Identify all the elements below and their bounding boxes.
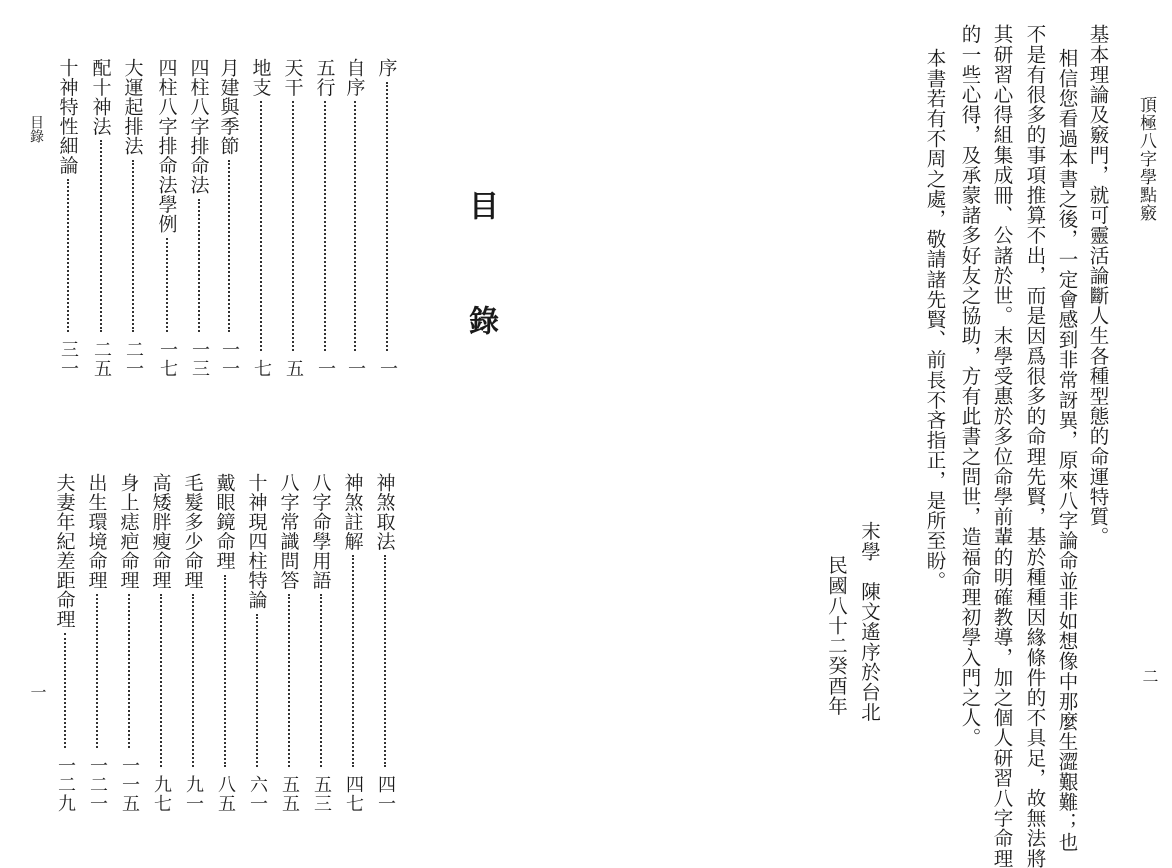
running-head: 頂極八字學點竅 (1136, 96, 1156, 222)
toc-entry[interactable] (186, 58, 212, 378)
preface-line-3: 不是有很多的事項推算不出，而是因爲很多的命理先賢，基於種種因緣條件的不具足，故無法將 (1023, 24, 1047, 868)
toc-entry-title: 四柱八字排命法學例 (155, 58, 178, 234)
toc-entry[interactable] (52, 473, 78, 813)
toc-entry[interactable] (308, 473, 334, 813)
dot-leader (386, 82, 388, 352)
toc-entry[interactable] (372, 473, 398, 813)
dot-leader (228, 160, 230, 333)
toc-entry-title: 神煞註解 (341, 473, 364, 551)
toc-entry-title: 配十神法 (89, 58, 112, 136)
toc-entry-title: 八字命學用語 (309, 473, 332, 590)
toc-entry-page: 二一 (123, 340, 144, 378)
toc-entry-page: 八五 (215, 775, 236, 813)
toc-entry-page: 一一 (219, 340, 240, 378)
toc-entry-title: 高矮胖瘦命理 (149, 473, 172, 590)
toc-entry-title: 天干 (281, 58, 304, 97)
dot-leader (160, 594, 162, 767)
toc-entry[interactable] (88, 58, 114, 378)
toc-entry-page: 五 (283, 359, 304, 378)
preface-line-1: 基本理論及竅門，就可靈活論斷人生各種型態的命運特質。 (1086, 24, 1110, 547)
toc-entry-page: 一三 (189, 340, 210, 378)
signature-author: 末學 陳文遙序於台北 (858, 521, 881, 722)
toc-entry[interactable] (212, 473, 238, 813)
toc-entry-page: 一 (377, 359, 398, 378)
preface-line-5: 的一些心得，及承蒙諸多好友之協助，方有此書之問世，造福命理初學入門之人。 (958, 24, 982, 748)
dot-leader (352, 555, 354, 767)
page-number-right: 二 (1140, 668, 1159, 684)
toc-entry[interactable] (154, 58, 180, 378)
toc-entry-page: 四七 (343, 775, 364, 813)
dot-leader (192, 594, 194, 767)
toc-entry-page: 五三 (311, 775, 332, 813)
dot-leader (166, 238, 168, 333)
dot-leader (354, 101, 356, 351)
toc-entry-page: 一 (315, 359, 336, 378)
toc-entry[interactable] (216, 58, 242, 378)
toc-entry-page: 九七 (151, 775, 172, 813)
toc-entry-title: 八字常識問答 (277, 473, 300, 590)
dot-leader (100, 140, 102, 332)
toc-entry[interactable] (276, 473, 302, 813)
toc-entry[interactable] (120, 58, 146, 378)
toc-heading-char-1: 目 (463, 190, 498, 220)
dot-leader (384, 555, 386, 767)
toc-entry[interactable] (374, 58, 400, 378)
toc-entry-title: 戴眼鏡命理 (213, 473, 236, 571)
toc-entry[interactable] (84, 473, 110, 813)
preface-line-2: 相信您看過本書之後，一定會感到非常訝異，原來八字論命並非如想像中那麼生澀艱難；也 (1055, 48, 1079, 852)
toc-entry-title: 四柱八字排命法 (187, 58, 210, 195)
toc-entry[interactable] (244, 473, 270, 813)
toc-entry-page: 一 (345, 359, 366, 378)
toc-entry[interactable] (116, 473, 142, 813)
dot-leader (198, 199, 200, 333)
toc-entry-page: 三一 (58, 340, 79, 378)
dot-leader (292, 101, 294, 351)
toc-entry-title: 夫妻年紀差距命理 (53, 473, 76, 629)
signature-date: 民國八十二癸酉年 (825, 555, 848, 716)
dot-leader (128, 594, 130, 748)
dot-leader (64, 633, 66, 748)
toc-entry-page: 一七 (157, 340, 178, 378)
toc-entry-page: 一二九 (55, 756, 76, 813)
toc-entry-title: 大運起排法 (121, 58, 144, 156)
toc-entry[interactable] (340, 473, 366, 813)
toc-entry-page: 七 (251, 359, 272, 378)
toc-entry-page: 九一 (183, 775, 204, 813)
toc-entry-title: 毛髮多少命理 (181, 473, 204, 590)
toc-entry-title: 身上痣疤命理 (117, 473, 140, 590)
toc-entry-title: 月建與季節 (217, 58, 240, 156)
toc-entry-title: 五行 (313, 58, 336, 97)
toc-entry-title: 十神現四柱特論 (245, 473, 268, 610)
toc-entry[interactable] (248, 58, 274, 378)
toc-entry-title: 地支 (249, 58, 272, 97)
toc-entry-title: 神煞取法 (373, 473, 396, 551)
toc-entry-page: 一一五 (119, 756, 140, 813)
toc-entry-page: 五五 (279, 775, 300, 813)
dot-leader (67, 179, 69, 332)
dot-leader (324, 101, 326, 351)
page-number-left: 一 (28, 684, 47, 700)
footer-label: 目錄 (28, 115, 44, 143)
dot-leader (256, 614, 258, 768)
toc-entry-page: 一二一 (87, 756, 108, 813)
toc-entry[interactable] (180, 473, 206, 813)
dot-leader (96, 594, 98, 748)
toc-entry[interactable] (55, 58, 81, 378)
toc-entry-title: 自序 (343, 58, 366, 97)
toc-heading-char-2: 錄 (463, 305, 498, 335)
toc-entry-title: 十神特性細論 (56, 58, 79, 175)
dot-leader (132, 160, 134, 333)
preface-line-6: 本書若有不周之處，敬請諸先賢、前長不吝指正，是所至盼。 (923, 48, 947, 591)
toc-entry[interactable] (342, 58, 368, 378)
toc-entry-title: 出生環境命理 (85, 473, 108, 590)
toc-entry-page: 二五 (91, 340, 112, 378)
toc-entry-page: 六一 (247, 775, 268, 813)
dot-leader (288, 594, 290, 767)
dot-leader (224, 575, 226, 768)
preface-line-4: 其研習心得組集成冊、公諸於世。末學受惠於多位命學前輩的明確教導，加之個人研習八字命理 (990, 24, 1014, 868)
toc-entry-page: 四一 (375, 775, 396, 813)
toc-entry[interactable] (280, 58, 306, 378)
toc-entry[interactable] (148, 473, 174, 813)
toc-entry-title: 序 (375, 58, 398, 78)
toc-entry[interactable] (312, 58, 338, 378)
dot-leader (260, 101, 262, 351)
dot-leader (320, 594, 322, 767)
